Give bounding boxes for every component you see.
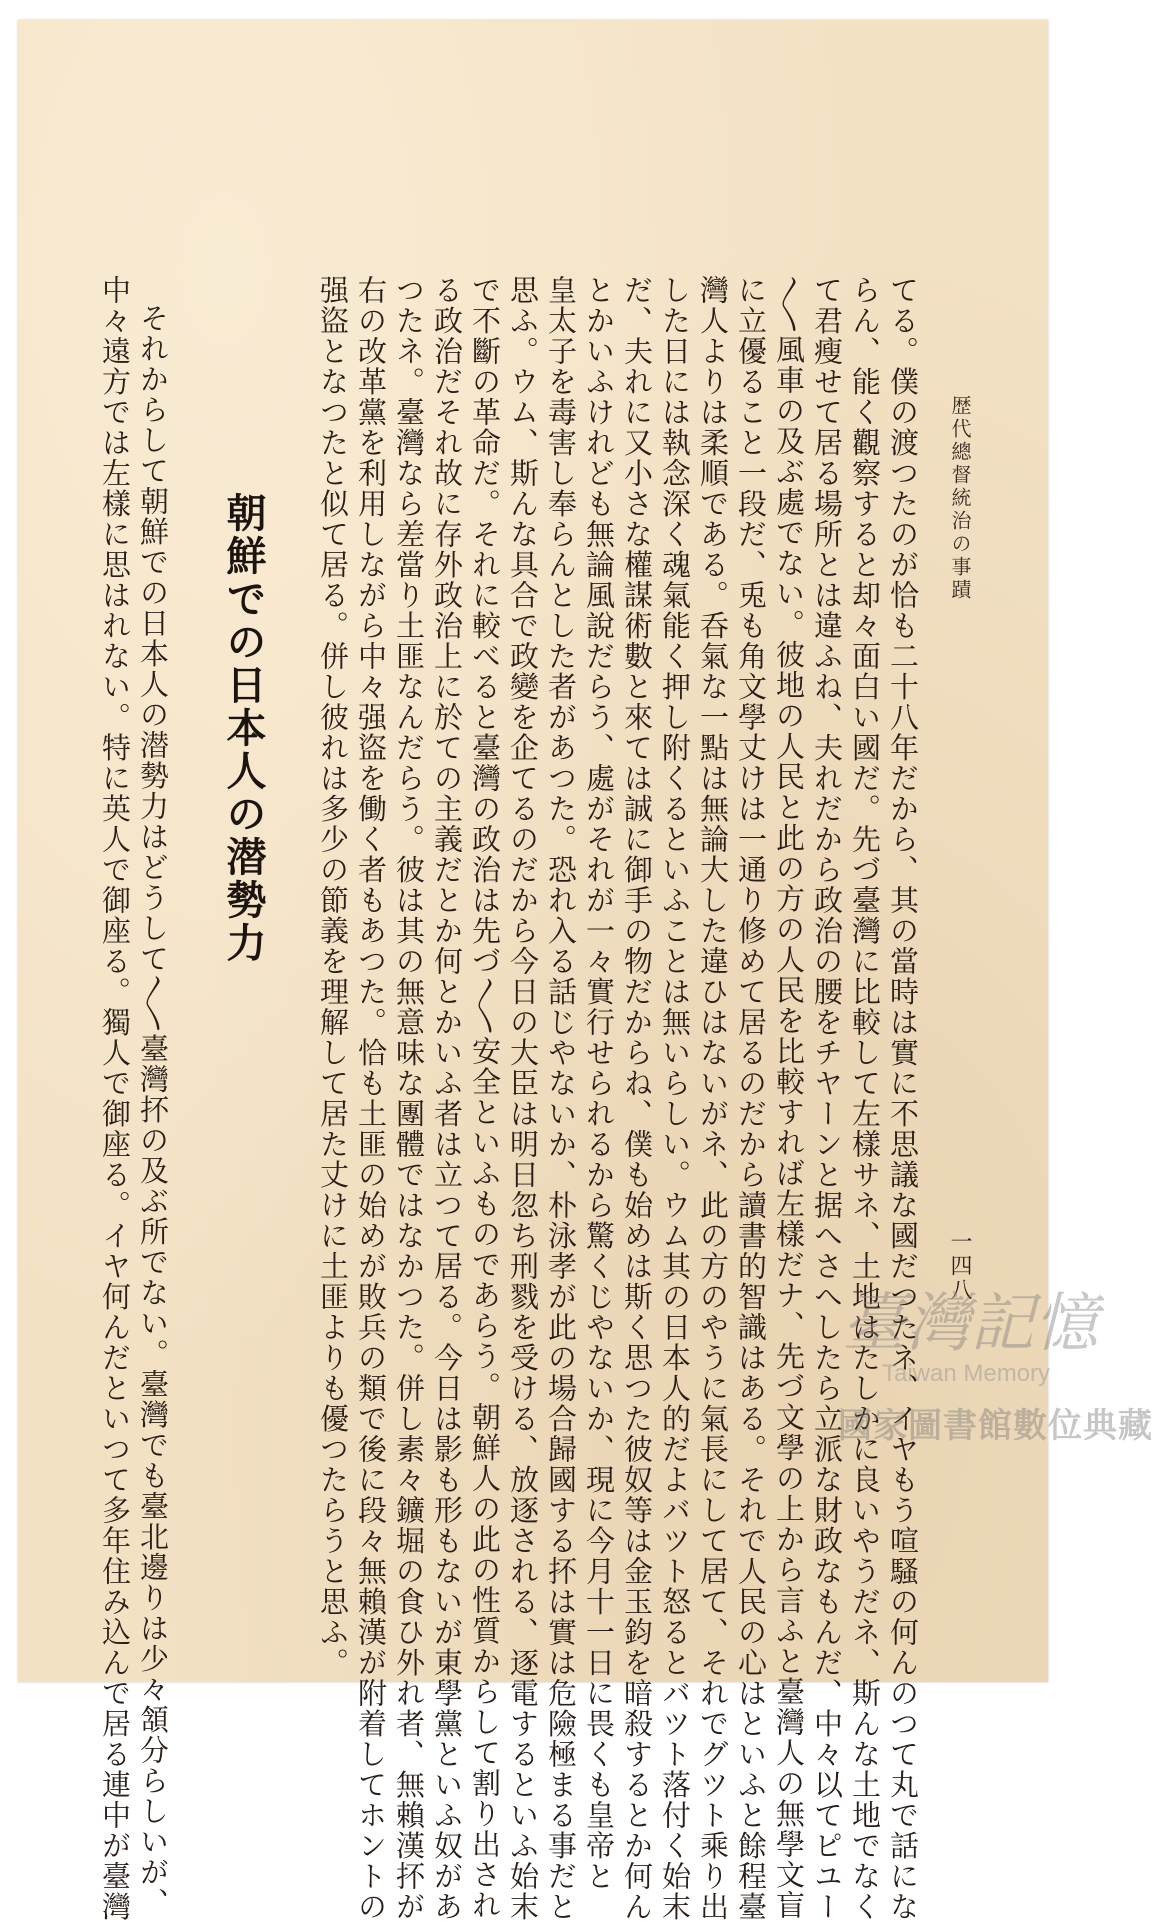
book-page — [18, 20, 1153, 1922]
text-line: つたネ。臺灣なら差當り土匪なんだらう。彼は其の無意味な團體ではなかつた。併し素々鑛堀の食ひ外れ者、無賴漢抔が — [392, 275, 426, 1922]
text-line: で不斷の革命だ。それに較べると臺灣の政治は先づ〳〵安全といふものであらう。朝鮮人の此の性質からして割り出され — [468, 275, 502, 1921]
watermark-title: 臺灣記憶 — [842, 1287, 1098, 1361]
text-line: る政治だそれ故に存外政治上に於ての主義だとか何とかいふ者は立つて居る。今日は影も形もないが東學黨といふ奴があ — [430, 275, 464, 1922]
text-line: 右の改革黨を利用しながら中々强盜を働く者もあつた。恰も土匪の始めが敗兵の類で後に段々無賴漢が附着してホントの — [354, 275, 388, 1922]
text-line: 中々遠方では左樣に思はれない。特に英人で御座る。獨人で御座る。イヤ何んだといつて多年住み込んで居る連中が臺灣 — [98, 275, 132, 1922]
text-line: とかいふけれども無論風說だらう、處がそれが一々實行せられるから驚くじやないか、現に今月十一日に畏くも皇帝と — [582, 275, 616, 1892]
text-line: て君瘦せて居る場所とは違ふね、夫れだから政治の腰をチヤーンと据へさへしたら立派な財政なもんだ、中々以てピユー — [810, 275, 844, 1922]
text-line: らん、能く觀察すると却々面白い國だ。先づ臺灣に比較して左樣サネ、土地はたしかに良いやうだネ、斯んな土地でなく — [848, 275, 882, 1922]
page-number: 一四八 — [947, 1230, 972, 1302]
text-line: 皇太子を毒害し奉らんとした者があつた。恐れ入る話じやないか、朴泳孝が此の場合歸國する抔は實は危險極まる事だと — [544, 275, 578, 1922]
text-line: だ、夫れに又小さな權謀術數と來ては誠に御手の物だからね、僕も始めは斯く思つた彼奴等は金玉鈞を暗殺するとか何ん — [620, 275, 654, 1922]
text-line: 灣人よりは柔順である。呑氣な一點は無論大した違ひはないがネ、此の方のやうに氣長にして居て、それでグツト乘り出 — [696, 275, 730, 1922]
watermark-subtitle: 國家圖書館數位典藏 — [838, 1406, 1153, 1446]
text-line: した日には執念深く魂氣能く押し附くるといふことは無いらしい。ウム其の日本人的だよバツト怒るとバツト落付く始末 — [658, 275, 692, 1922]
text-line: 强盜となつたと似て居る。併し彼れは多少の節義を理解して居た丈けに土匪よりも優つたらうと思ふ。 — [316, 275, 350, 1678]
running-head: 歴代總督統治の事蹟 — [948, 395, 972, 602]
text-line: 〳〵風車の及ぶ處でない。彼地の人民と此の方の人民を比較すれば左樣だナ、先づ文學の上から言ふと臺灣人の無學文盲 — [772, 275, 806, 1921]
text-line: 思ふ。ウム、斯んな具合で政變を企てるのだから今日の大臣は明日忽ち刑戮を受ける、放逐される、逐電するといふ始末 — [506, 275, 540, 1922]
section-heading: 朝鮮での日本人の潜勢力 — [220, 492, 266, 965]
text-line: それからして朝鮮での日本人の潜勢力はどうして〳〵臺灣抔の及ぶ所でない。臺灣でも臺北邊りは少々頷分らしいが、 — [136, 303, 170, 1918]
text-line: に立優ること一段だ、兎も角文學丈けは一通り修めて居るのだから讀書的智識はある。それで人民の心はといふと餘程臺 — [734, 275, 768, 1922]
text-line: てる。僕の渡つたのが恰も二十八年だから、其の當時は實に不思議な國だつたネ、イヤもう喧騷の何んのつて丸で話にな — [886, 275, 920, 1922]
watermark-english: Taiwan Memory — [882, 1360, 1051, 1387]
